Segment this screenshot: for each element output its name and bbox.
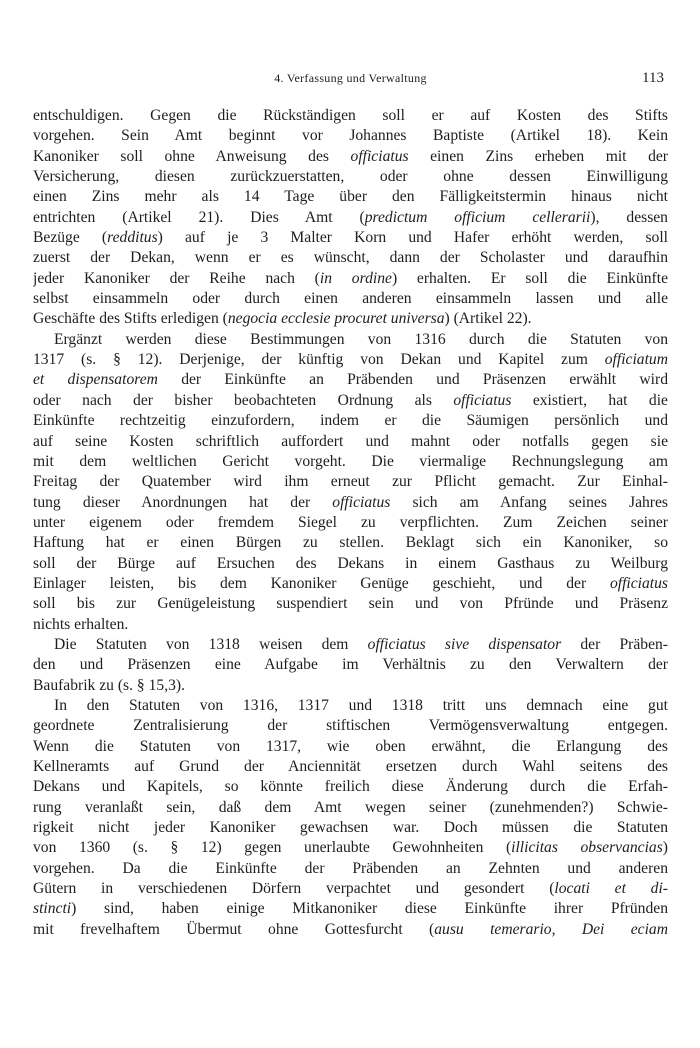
latin-phrase: officiatus: [609, 574, 668, 592]
text-line: [33, 696, 668, 716]
latin-phrase: officiatus sive dispensator: [367, 635, 562, 653]
text-line: [33, 533, 668, 553]
text-run: Bezüge (: [33, 229, 108, 247]
text-line: [33, 147, 668, 167]
text-run: vorgehen. Sein Amt beginnt vor Johannes Baptiste (Artikel 18). Kein: [33, 127, 668, 145]
text-run: 1317 (s. § 12). Derjenige, der künftig von Dekan und Kapitel zum: [33, 351, 605, 369]
text-run: ): [662, 839, 668, 857]
text-line: [33, 554, 668, 574]
text-line: [33, 432, 668, 452]
text-run: Kanoniker soll ohne Anweisung des: [33, 147, 351, 165]
latin-phrase: illicitas observancias: [511, 839, 663, 857]
text-run: ), dessen: [590, 208, 668, 226]
latin-phrase: officiatum: [604, 351, 668, 369]
text-run: rung veranlaßt sein, daß dem Amt wegen seiner (zunehmenden?) Schwie-: [33, 798, 668, 816]
text-run: rigkeit nicht jeder Kanoniker gewachsen war. Doch müssen die Statuten: [33, 819, 668, 837]
text-run: zuerst der Dekan, wenn er es wünscht, dann der Scholaster und daraufhin: [33, 249, 668, 267]
text-run: Wenn die Statuten von 1317, wie oben erwähnt, die Erlangung des: [33, 737, 668, 755]
text-run: von 1360 (s. § 12) gegen unerlaubte Gewohnheiten (: [33, 839, 512, 857]
text-run: soll bis zur Genügeleistung suspendiert sein und von Pfründe und Präsenz: [33, 595, 668, 613]
latin-phrase: negocia ecclesie procuret universa: [227, 310, 445, 328]
text-run: Einkünfte rechtzeitig einzufordern, indem er die Säumigen persönlich und: [33, 412, 668, 430]
text-run: Dekans und Kapitels, so könnte freilich diese Änderung durch die Erfah-: [33, 778, 668, 796]
text-line: [33, 289, 668, 309]
text-run: Gütern in verschiedenen Dörfern verpachtet und gesondert (: [33, 880, 555, 898]
text-line: [33, 248, 668, 268]
text-line: [33, 899, 668, 919]
text-run: den und Präsenzen eine Aufgabe im Verhältnis zu den Verwaltern der: [33, 656, 668, 674]
text-line: [33, 798, 668, 818]
text-run: soll der Bürge auf Ersuchen des Dekans in einem Gasthaus zu Weilburg: [33, 554, 668, 572]
text-run: oder nach der bisher beobachteten Ordnung als: [33, 391, 454, 409]
text-run: Einlager leisten, bis dem Kanoniker Genüge geschieht, und der: [33, 574, 610, 592]
running-title: 4. Verfassung und Verwaltung: [274, 71, 427, 85]
text-line: [33, 493, 668, 513]
page-number: 113: [642, 70, 664, 86]
body-text: [33, 106, 668, 940]
text-run: Geschäfte des Stifts erledigen (: [33, 310, 228, 328]
text-line: [33, 879, 668, 899]
text-line: [33, 838, 668, 858]
running-head: [33, 68, 668, 88]
latin-phrase: predictum officium cellerarii: [364, 208, 591, 226]
latin-phrase: officiatus: [332, 493, 391, 511]
book-page: [33, 0, 668, 1048]
text-run: auf seine Kosten schriftlich auffordert und mahnt oder notfalls gegen sie: [33, 432, 668, 450]
text-run: ) sind, haben einige Mitkanoniker diese Einkünfte ihrer Pfründen: [71, 900, 668, 918]
text-line: [33, 716, 668, 736]
text-run: Kellneramts auf Grund der Anciennität ersetzen durch Wahl seitens des: [33, 758, 668, 775]
text-run: Ergänzt werden diese Bestimmungen von 1316 durch die Statuten von: [54, 330, 668, 348]
text-run: der Präben-: [561, 635, 668, 653]
text-line: [33, 777, 668, 797]
text-run: Versicherung, diesen zurückzuerstatten, oder ohne dessen Einwilligung: [33, 168, 668, 186]
text-run: Freitag der Quatember wird ihm erneut zur Pflicht gemacht. Zur Einhal-: [33, 473, 668, 491]
text-line: [33, 513, 668, 533]
text-run: ) auf je 3 Malter Korn und Hafer erhöht werden, soll: [157, 229, 668, 247]
text-line: [33, 411, 668, 431]
latin-phrase: ausu temerario, Dei eciam: [434, 920, 668, 938]
text-line: [33, 472, 668, 492]
text-line: [33, 309, 668, 329]
text-line: [33, 330, 668, 350]
text-run: der Einkünfte an Präbenden und Präsenzen erwählt wird: [157, 371, 668, 389]
text-run: mit dem weltlichen Gericht vorgeht. Die viermalige Rechnungslegung am: [33, 452, 668, 470]
text-line: [33, 106, 668, 126]
text-line: [33, 167, 668, 187]
text-line: [33, 655, 668, 675]
text-run: In den Statuten von 1316, 1317 und 1318 tritt uns demnach eine gut: [54, 696, 668, 714]
latin-phrase: in ordine: [319, 269, 392, 287]
text-line: [33, 208, 668, 228]
text-run: sich am Anfang seines Jahres: [390, 493, 668, 511]
latin-phrase: officiatus: [453, 391, 512, 409]
text-run: einen Zins erheben mit der: [408, 147, 668, 165]
latin-phrase: officiatus: [350, 147, 409, 165]
text-run: tung dieser Anordnungen hat der: [33, 493, 333, 511]
text-run: unter eigenem oder fremdem Siegel zu verpflichten. Zum Zeichen seiner: [33, 513, 668, 531]
text-run: jeder Kanoniker der Reihe nach (: [33, 269, 320, 287]
text-line: [33, 757, 668, 777]
text-line: [33, 391, 668, 411]
text-line: [33, 818, 668, 838]
text-run: nichts erhalten.: [33, 615, 129, 633]
text-run: ) erhalten. Er soll die Einkünfte: [391, 269, 668, 287]
text-line: [33, 920, 668, 940]
text-run: Haftung hat er einen Bürgen zu stellen. Beklagt sich ein Kanoniker, so: [33, 534, 668, 552]
text-run: Die Statuten von 1318 weisen dem: [54, 635, 368, 653]
text-run: selbst einsammeln oder durch einen anderen einsammeln lassen und alle: [33, 290, 668, 308]
latin-phrase: et dispensatorem: [33, 371, 158, 389]
latin-phrase: redditus: [107, 229, 158, 247]
text-line: [33, 187, 668, 207]
text-run: entschuldigen. Gegen die Rückständigen soll er auf Kosten des Stifts: [33, 107, 668, 124]
text-line: [33, 228, 668, 248]
text-line: [33, 615, 668, 635]
text-line: [33, 676, 668, 696]
latin-phrase: locati et di-: [554, 880, 668, 898]
text-run: geordnete Zentralisierung der stiftischen Vermögensverwaltung entgegen.: [33, 717, 668, 735]
text-line: [33, 737, 668, 757]
text-run: existiert, hat die: [511, 391, 668, 409]
text-run: entrichten (Artikel 21). Dies Amt (: [33, 208, 365, 226]
text-line: [33, 126, 668, 146]
text-line: [33, 635, 668, 655]
text-line: [33, 350, 668, 370]
text-run: vorgehen. Da die Einkünfte der Präbenden an Zehnten und anderen: [33, 859, 668, 877]
text-line: [33, 859, 668, 879]
text-line: [33, 452, 668, 472]
latin-phrase: stincti: [33, 900, 72, 918]
text-run: mit frevelhaftem Übermut ohne Gottesfurcht (: [33, 920, 435, 938]
text-run: Baufabrik zu (s. § 15,3).: [33, 676, 186, 694]
text-run: einen Zins mehr als 14 Tage über den Fälligkeitstermin hinaus nicht: [33, 188, 668, 206]
text-line: [33, 370, 668, 390]
text-line: [33, 269, 668, 289]
text-run: ) (Artikel 22).: [444, 310, 532, 328]
text-line: [33, 574, 668, 594]
text-line: [33, 594, 668, 614]
